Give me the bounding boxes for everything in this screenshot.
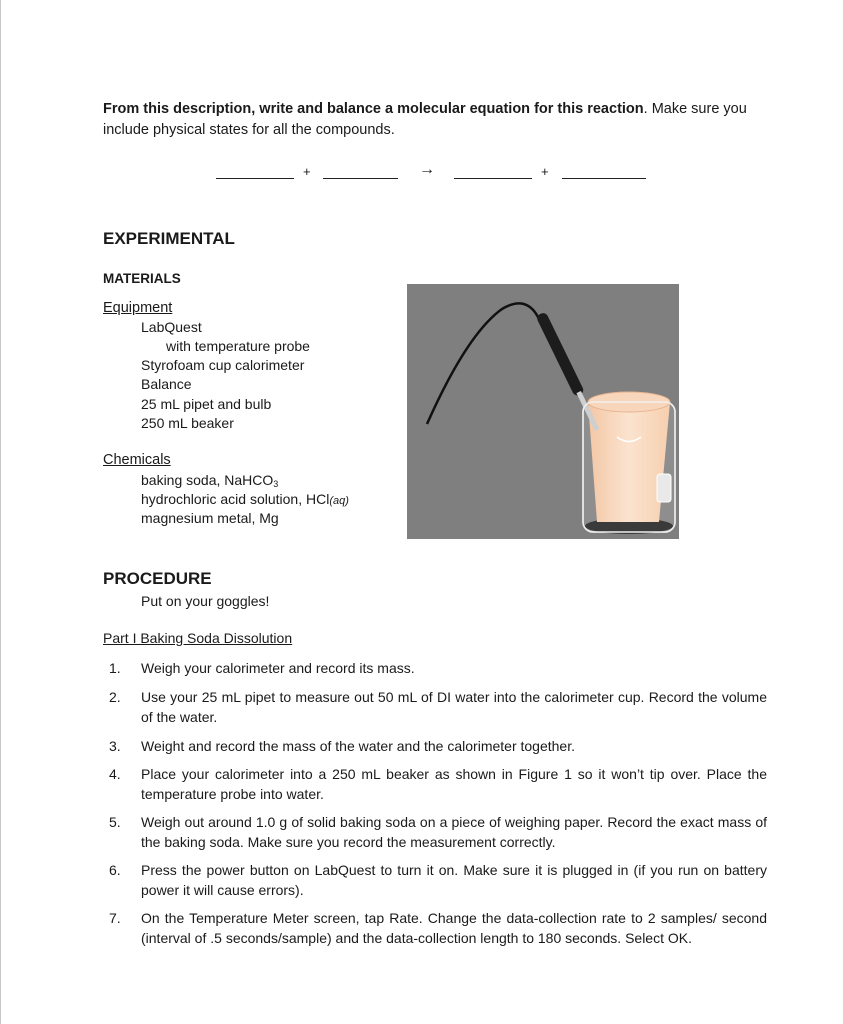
chemicals-heading: Chemicals xyxy=(103,452,171,468)
equation-blank-product-1 xyxy=(454,178,532,179)
equipment-item: Styrofoam cup calorimeter xyxy=(141,357,305,373)
equipment-item: 25 mL pipet and bulb xyxy=(141,396,272,412)
equation-arrow-icon: → xyxy=(419,161,435,178)
step-number: 5. xyxy=(109,814,121,830)
materials-heading: MATERIALS xyxy=(103,271,181,286)
step-text: On the Temperature Meter screen, tap Rate. Change the data-collection rate to 2 samples/ second (interval of .5 seconds/sample) and the data-collection length to 180 seconds. Select OK. xyxy=(141,910,767,946)
equipment-item: Balance xyxy=(141,376,192,392)
equation-blank-reactant-1 xyxy=(216,178,294,179)
calorimeter-figure xyxy=(407,284,679,539)
step-text: Weight and record the mass of the water and the calorimeter together. xyxy=(141,738,575,754)
equation-plus-2: + xyxy=(541,164,549,179)
step-number: 6. xyxy=(109,862,121,878)
step-text: Weigh out around 1.0 g of solid baking soda on a piece of weighing paper. Record the exact mass of the baking soda. Make sure you record the measurement correctly. xyxy=(141,814,767,850)
step-number: 3. xyxy=(109,738,121,754)
equipment-item: LabQuest xyxy=(141,319,202,335)
step-number: 7. xyxy=(109,910,121,926)
step-number: 2. xyxy=(109,689,121,705)
beaker-label-area xyxy=(657,474,671,502)
procedure-heading: PROCEDURE xyxy=(103,569,212,588)
step-text: Use your 25 mL pipet to measure out 50 mL of DI water into the calorimeter cup. Record the volume of the water. xyxy=(141,689,767,725)
equation-blank-reactant-2 xyxy=(323,178,398,179)
experimental-heading: EXPERIMENTAL xyxy=(103,229,235,248)
equation-blank-product-2 xyxy=(562,178,646,179)
step-number: 1. xyxy=(109,660,121,676)
page-edge xyxy=(0,0,1,1024)
equipment-item: with temperature probe xyxy=(166,338,310,354)
baking-soda-subscript: 3 xyxy=(273,479,279,489)
hcl-label: hydrochloric acid solution, HCl xyxy=(141,491,330,507)
equipment-item: 250 mL beaker xyxy=(141,415,234,431)
goggles-note: Put on your goggles! xyxy=(141,593,270,609)
intro-paragraph xyxy=(103,99,773,141)
step-text: Place your calorimeter into a 250 mL beaker as shown in Figure 1 so it won’t tip over. Place the temperature probe into water. xyxy=(141,766,767,802)
step-text: Weigh your calorimeter and record its mass. xyxy=(141,660,415,676)
part1-heading: Part I Baking Soda Dissolution xyxy=(103,630,293,646)
styrofoam-cup xyxy=(588,402,670,522)
intro-rest: . Make sure you include physical states for all the compounds. xyxy=(103,101,747,138)
equation-plus-1: + xyxy=(303,164,311,179)
step-number: 4. xyxy=(109,766,121,782)
equipment-heading: Equipment xyxy=(103,300,173,316)
hcl-state: (aq) xyxy=(329,495,349,507)
baking-soda-label: baking soda, NaHCO xyxy=(141,472,274,488)
chemical-item-hcl xyxy=(141,490,349,511)
step-text: Press the power button on LabQuest to turn it on. Make sure it is plugged in (if you run on battery power it will cause errors). xyxy=(141,862,767,898)
intro-bold: From this description, write and balance a molecular equation for this reaction xyxy=(103,101,644,117)
chemical-item-mg: magnesium metal, Mg xyxy=(141,510,279,526)
